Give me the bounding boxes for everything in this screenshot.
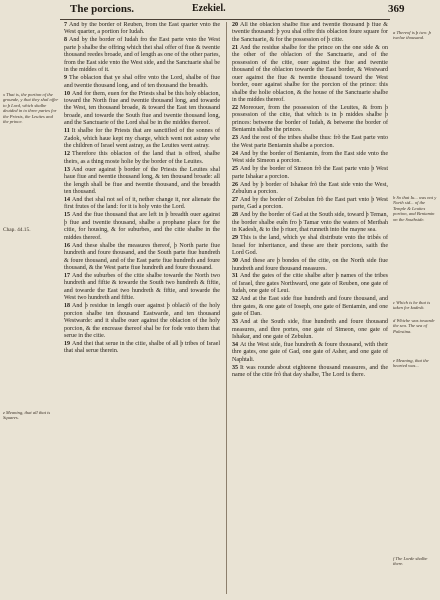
verse-number: 21: [232, 44, 239, 51]
verse-number: 16: [64, 242, 71, 249]
verse: [232, 151, 388, 166]
verse: [232, 182, 388, 197]
verse-number: 17: [64, 272, 71, 279]
verse-number: 33: [232, 319, 239, 326]
verse-text: The oblacion that ye shal offre vnto the Lord, shalbe of fiue and twentie thousand long, and of ten thousand the breadth.: [64, 75, 220, 89]
verse-number: 15: [64, 212, 71, 219]
verse: [64, 212, 220, 242]
running-header: [0, 0, 440, 22]
right-margin-note-3: c Which is he that is taken for kadesh.: [393, 300, 431, 311]
verse-text: And these are þ bondes of the citie, on the North side fiue hundreth and foure thousand measures.: [232, 258, 388, 272]
verse-number: 30: [232, 258, 239, 265]
verse: [64, 37, 220, 74]
right-margin-note-4: d Whiche was towarde the sea. The sea of Palestina.: [393, 318, 435, 334]
verse-text: And þ residue in length ouer against þ oblaciõ of the holy porcion shalbe ten thousand Eastwarde, and ten thousand Westwarde: and it shalbe ouer against the oblacion of the holy porcion, & the encrease thereof shal be for fode vnto them that serue in the citie.: [64, 303, 220, 340]
verse: [232, 22, 388, 44]
verse-number: 22: [232, 104, 239, 111]
header-left-title: The porcions.: [70, 3, 134, 15]
verse-text: And for them, euen for the Priests shal be this holy oblacion, toward the North fiue and twentie thousand long, and towarde the West, ten thousand broade, & toward the East ten thousand broade, and towarde the South fiue and twentie thousand long, and the Sanctuarie of the Lord shal be in the middes thereof.: [64, 90, 220, 127]
verse-number: 18: [64, 303, 71, 310]
right-margin-note-6: f The Lorde shalbe there.: [393, 556, 428, 567]
folio-number: 369: [388, 3, 405, 15]
left-text-column: [64, 22, 220, 596]
verse-text: It shalbe for the Priests that are sanctified of the sonnes of Zadok, which haue kept my charge, which went not astray whe the children of Israel went astray, as the Leuites went astray.: [64, 128, 220, 150]
verse-text: And ouer against þ border of the Priests the Leuites shal haue fiue and twentie thousand long, & ten thousand broade: all the length shall be fiue and twentie thousand, and the breadth ten thousand.: [64, 166, 220, 195]
verse-text: And by the border of Gad at the South side, toward þ Teman, the border shalbe euên fro þ Tamar vnto the waters of Meribah in Kadesh, & to the þ riuer, that runneth into the mayne sea.: [232, 212, 388, 234]
verse-number: 28: [232, 212, 239, 219]
verse: [232, 319, 388, 341]
left-margin-note-1: x That is, the portion of the grounde, y that they shal offer to þ Lord, which shalbe deuided in to three partes for the Priests, the Leuites and the prince.: [3, 92, 59, 125]
verse-number: 10: [64, 90, 71, 97]
verse: [232, 135, 388, 150]
verse: [232, 166, 388, 181]
verse: [64, 91, 220, 128]
verse: [64, 128, 220, 150]
verse: [64, 22, 220, 37]
verse-text: Moreouer, from the possession of the Leuites, & from þ possession of the citie, that which is in þ middes shalbe þ princes: betwene the border of Iudah, & betwene the border of Beniamin shalbe the princes.: [232, 104, 388, 134]
verse-number: 19: [64, 341, 71, 348]
verse-text: This is the land, which ye shal distribute vnto the tribés of Israel for inheritance, and these are their porcions, saith the Lord God.: [232, 235, 388, 257]
verse-text: And at the East side fiue hundreth and foure thousand, and thre gates, & one gate of Ioseph, one gate of Beniamin, and one gate of Dan.: [232, 296, 388, 318]
verse: [64, 167, 220, 197]
verse-text: And the residue shalbe for the prince on the one side & on the other of the oblacion of the Sanctuarie, and of the possession of the citie, ouer against the fiue and twentie thousand of the oblacion towarde the East border, & Westward ouer against the fiue & twentie thousand toward the West border, ouer against shalbe for the porcion of the prince: this shalbe the holie oblacion, & the house of the Sanctuarie shalbe in the middes thereof.: [232, 44, 388, 104]
verse: [232, 197, 388, 212]
right-text-column: [232, 22, 388, 596]
verse-number: 11: [64, 128, 70, 135]
verse-text: And the suburbes of the citie shalbe towarde the North two hundreth and fiftie & towarde the South two hundreth & fiftie, and towarde the East two hundreth & fiftie, and towarde the West two hundreth and fiftie.: [64, 272, 220, 302]
verse-number: 35: [232, 364, 239, 371]
verse: [232, 212, 388, 234]
verse: [64, 243, 220, 273]
verse-number: 7: [64, 22, 68, 28]
verse: [232, 296, 388, 318]
column-divider: [226, 22, 227, 594]
verse: [64, 197, 220, 212]
header-rule: [60, 19, 390, 20]
verse-text: And by the border of Beniamin, from the East side vnto the West side Simeon a porcion.: [232, 150, 388, 165]
verse-text: And by the border of Zebulun frõ the East part vnto þ West parte, Gad a porcion.: [232, 196, 388, 211]
verse-text: And by the border of Reuben, from the East quarter vnto the West quarter, a portion for Iudah.: [64, 22, 220, 36]
verse: [232, 342, 388, 364]
verse-number: 8: [64, 37, 68, 44]
verse-text: And the rest of the tribes shalbe thus: frõ the East parte vnto the West parte Beniamin shalbe a porcion.: [232, 135, 388, 149]
verse-text: Therefore this oblacion of the land that is offred, shalbe theirs, as a thing moste holie by the border of the Leuites.: [64, 151, 220, 165]
right-margin-note-2: b So that Iu... was not y North sid... of the Temple & Leuites portion, and Beniamin on the Southside.: [393, 195, 437, 222]
verse: [232, 273, 388, 295]
verse-text: And thei that serue in the citie, shalbe of all þ tribes of Israel that shal serue therein.: [64, 341, 220, 355]
verse-text: And by þ border of Ishakar frõ the East side vnto the West, Zebulun a porcion.: [232, 181, 388, 195]
right-margin-note-1: a Thereof is þ two: þ twelue thousand.: [393, 30, 431, 41]
verse: [64, 273, 220, 303]
verse-number: 12: [64, 151, 71, 158]
verse-text: At the West side, fiue hundreth & foure thousand, with their thre gates, one gate of Gad, one gate of Asher, and one gate of Naphtali.: [232, 342, 388, 363]
verse: [64, 303, 220, 340]
verse-text: And these shalbe the measures thereof, þ North parte fiue hundreth and foure thousand, and the South parte fiue hundreth & foure thousand, and of the East parte fiue hundreth and foure thousand, & the West parte fiue hundreth and foure thousand.: [64, 242, 220, 271]
verse-number: 9: [64, 75, 68, 82]
verse-number: 14: [64, 196, 71, 203]
verse-number: 29: [232, 235, 239, 242]
verse-number: 20: [232, 22, 239, 28]
verse-number: 34: [232, 342, 239, 349]
verse-text: And the fiue thousand that are left in þ breadth ouer against þ fiue and twentie thousand, shalbe a prophane place for the citie, for housing, & for suburbes, and the citie shalbe in the middes thereof.: [64, 212, 220, 241]
verse-number: 32: [232, 296, 239, 303]
verse-text: And at the South side, fiue hundreth and foure thousand measures, and thre portes, one gate of Simeon, one gate of Ishakar, and one gate of Zebulun.: [232, 319, 388, 341]
verse-number: 23: [232, 135, 239, 142]
verse-number: 31: [232, 273, 239, 280]
verse-number: 25: [232, 166, 239, 173]
verse-text: It was rounde about eighteene thousand measures, and the name of the citie frõ that day shalbe, The Lord is there.: [232, 364, 388, 379]
verse-number: 24: [232, 150, 239, 157]
verse-text: And by the border of Iudah fro the East parte vnto the West parte þ shalbe the offring which thei shal offer of fiue & twentie thousand reedes broade, and of length as one of the other partes, from the East side vnto the West side, and the Sanctuarie shal be in the middes of it.: [64, 37, 220, 74]
header-book-name: Ezekiel.: [192, 3, 226, 14]
left-margin-note-3: z Meaning, that all that is Squares.: [3, 410, 51, 421]
verse-number: 26: [232, 181, 239, 188]
verse-text: And thei shal not sel of it, nether change it, nor alienate the first frutes of the land: for it is holy vnto the Lord.: [64, 196, 220, 211]
verse: [232, 105, 388, 135]
verse-text: All the oblacion shalbe fiue and twentie thousand þ fiue & twentie thousand: þ you shal offre this oblacion foure square for the Sanctuarie, & for the possession of þ citie.: [232, 22, 388, 43]
verse: [64, 151, 220, 166]
verse-text: And the gates of the citie shalbe after þ names of the tribes of Israel, thre gates Northward, one gate of Reuben, one gate of Iudah, one gate of Leui.: [232, 273, 388, 295]
verse: [232, 258, 388, 273]
right-margin-note-5: e Meaning, that the hearted was...: [393, 358, 429, 369]
verse: [64, 75, 220, 90]
verse-number: 13: [64, 166, 71, 173]
verse: [232, 365, 388, 380]
verse-text: And by the border of Simeon frõ the East parte vnto þ West parte Ishakar a porcion.: [232, 166, 388, 180]
verse: [232, 235, 388, 257]
verse: [232, 45, 388, 105]
verse-number: 27: [232, 196, 239, 203]
left-margin-note-2: Chap. 44.15.: [3, 227, 31, 233]
verse: [64, 341, 220, 356]
